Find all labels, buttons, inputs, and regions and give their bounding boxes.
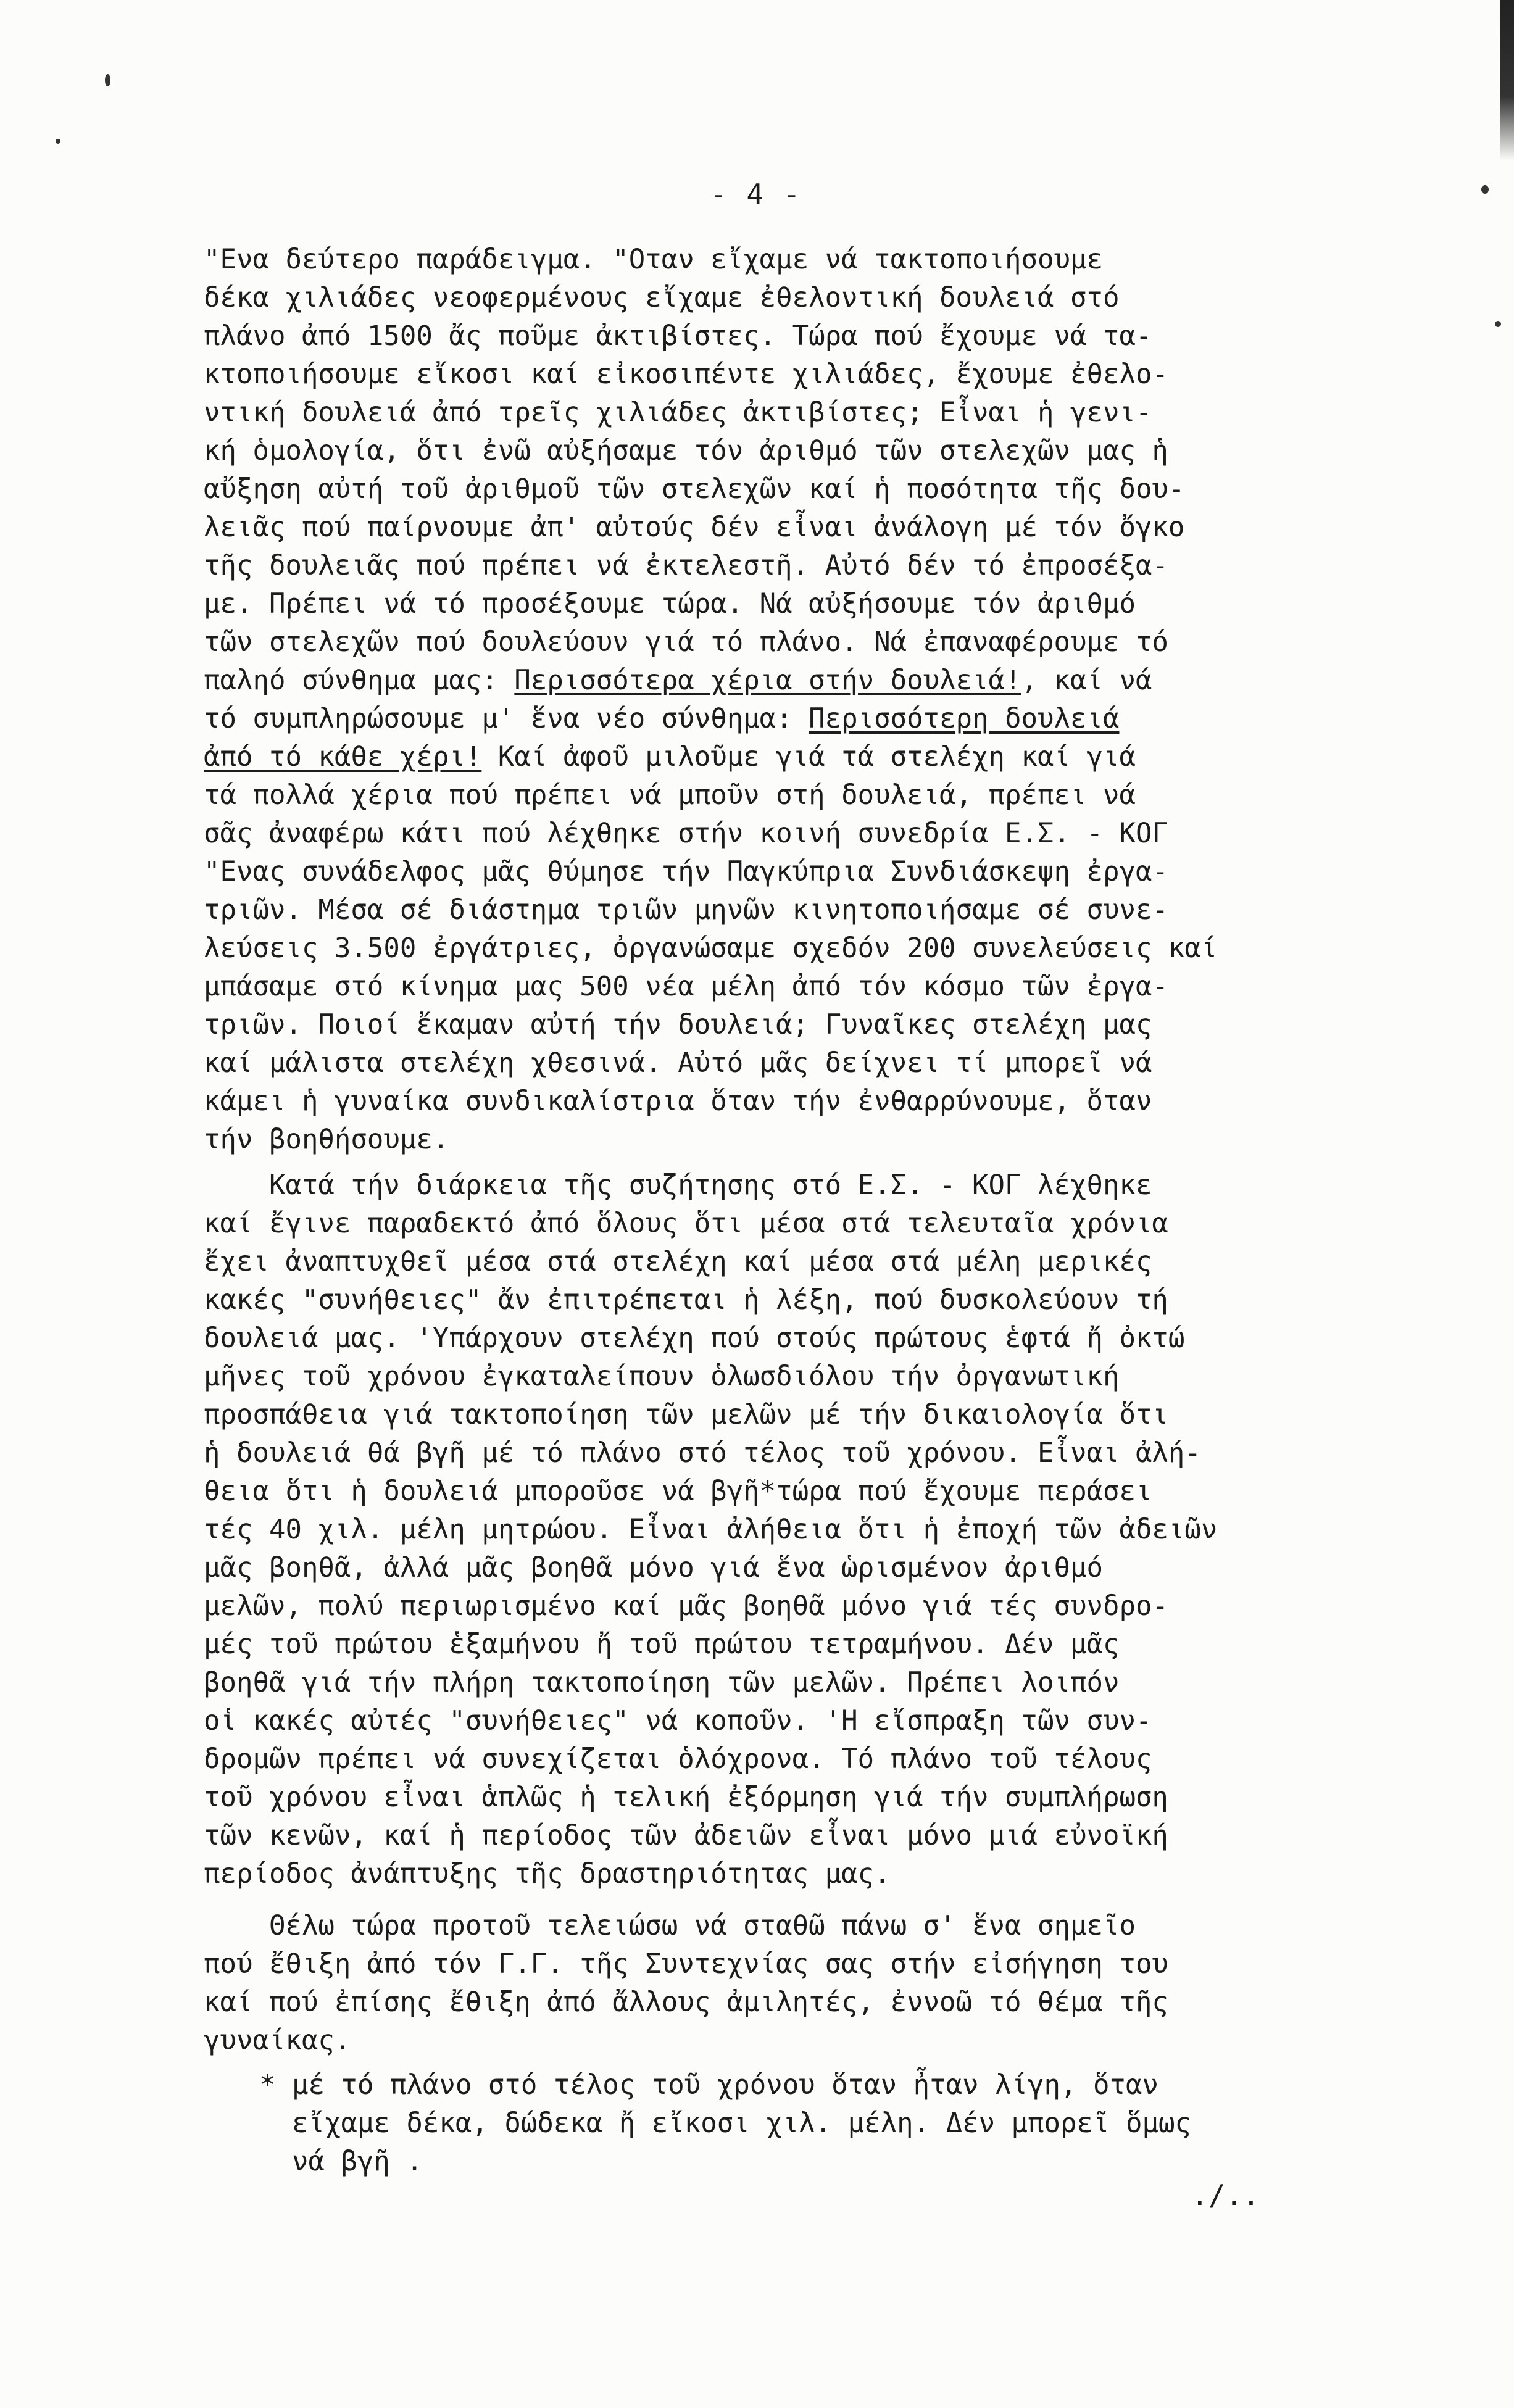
text-line: σᾶς ἀναφέρω κάτι πού λέχθηκε στήν κοινή συνεδρία Ε.Σ. - ΚΟΓ: [204, 818, 1168, 849]
text-line: λεύσεις 3.500 ἐργάτριες, ὀργανώσαμε σχεδόν 200 συνελεύσεις καί: [204, 932, 1218, 964]
text-line: θεια ὅτι ἡ δουλειά μποροῦσε νά βγῆ*τώρα πού ἔχουμε περάσει: [204, 1476, 1152, 1507]
underlined-slogan: Περισσότερη δουλειά: [809, 703, 1120, 734]
text-line: τές 40 χιλ. μέλη μητρώου. Εἶναι ἀλήθεια ὅτι ἡ ἐποχή τῶν ἀδειῶν: [204, 1514, 1218, 1545]
text-line: μᾶς βοηθᾶ, ἀλλά μᾶς βοηθᾶ μόνο γιά ἕνα ὡρισμένον ἀριθμό: [204, 1552, 1103, 1584]
text-line: Θέλω τώρα προτοῦ τελειώσω νά σταθῶ πάνω σ' ἕνα σημεῖο: [204, 1910, 1136, 1941]
scan-speck: [56, 139, 60, 144]
text-line: πού ἔθιξη ἀπό τόν Γ.Γ. τῆς Συντεχνίας σας στήν εἰσήγηση του: [204, 1948, 1168, 1980]
text-line: τριῶν. Ποιοί ἔκαμαν αὐτή τήν δουλειά; Γυναῖκες στελέχη μας: [204, 1009, 1152, 1040]
continuation-mark: ./..: [1191, 2178, 1260, 2212]
text-line: "Ενα δεύτερο παράδειγμα. "Οταν εἴχαμε νά τακτοποιήσουμε: [204, 244, 1103, 275]
text-line: αὔξηση αὐτή τοῦ ἀριθμοῦ τῶν στελεχῶν καί ἡ ποσότητα τῆς δου-: [204, 473, 1185, 505]
text-line: ἔχει ἀναπτυχθεῖ μέσα στά στελέχη καί μέσα στά μέλη μερικές: [204, 1246, 1152, 1277]
text-line: Κατά τήν διάρκεια τῆς συζήτησης στό Ε.Σ. - ΚΟΓ λέχθηκε: [204, 1169, 1152, 1201]
text-line: ντική δουλειά ἀπό τρεῖς χιλιάδες ἀκτιβίστες; Εἶναι ἡ γενι-: [204, 397, 1152, 428]
text-line: τήν βοηθήσουμε.: [204, 1124, 449, 1155]
text-line: τά πολλά χέρια πού πρέπει νά μποῦν στή δουλειά, πρέπει νά: [204, 779, 1136, 811]
paragraph-habits: [204, 1166, 1358, 1893]
underlined-slogan: ἀπό τό κάθε χέρι!: [204, 741, 482, 773]
text-line: πλάνο ἀπό 1500 ἄς ποῦμε ἀκτιβίστες. Τώρα πού ἔχουμε νά τα-: [204, 320, 1152, 352]
text-line: λειᾶς πού παίρνουμε ἀπ' αὐτούς δέν εἶναι ἀνάλογη μέ τόν ὄγκο: [204, 512, 1185, 543]
text-line: οἱ κακές αὐτές "συνήθειες" νά κοποῦν. 'Η εἴσπραξη τῶν συν-: [204, 1705, 1152, 1737]
text-line: παληό σύνθημα μας:: [204, 665, 515, 696]
text-line: βοηθᾶ γιά τήν πλήρη τακτοποίηση τῶν μελῶν. Πρέπει λοιπόν: [204, 1667, 1120, 1698]
text-line: κτοποιήσουμε εἴκοσι καί εἰκοσιπέντε χιλιάδες, ἔχουμε ἐθελο-: [204, 359, 1168, 390]
text-line: τριῶν. Μέσα σέ διάστημα τριῶν μηνῶν κινητοποιήσαμε σέ συνε-: [204, 894, 1168, 926]
scan-speck: [1495, 321, 1501, 327]
text-line: τό συμπληρώσουμε μ' ἕνα νέο σύνθημα:: [204, 703, 809, 734]
paragraph-example: [204, 241, 1358, 1159]
text-line: μπάσαμε στό κίνημα μας 500 νέα μέλη ἀπό τόν κόσμο τῶν ἐργα-: [204, 971, 1168, 1002]
text-line: μές τοῦ πρώτου ἑξαμήνου ἤ τοῦ πρώτου τετραμήνου. Δέν μᾶς: [204, 1629, 1120, 1660]
text-line: τῆς δουλειᾶς πού πρέπει νά ἐκτελεστῆ. Αὐτό δέν τό ἐπροσέξα-: [204, 550, 1168, 581]
paragraph-women: [204, 1907, 1358, 2060]
binding-edge-mark: [1500, 0, 1514, 160]
text-line: "Ενας συνάδελφος μᾶς θύμησε τήν Παγκύπρια Συνδιάσκεψη ἐργα-: [204, 856, 1168, 887]
text-line: τοῦ χρόνου εἶναι ἁπλῶς ἡ τελική ἐξόρμηση γιά τήν συμπλήρωση: [204, 1782, 1168, 1813]
text-line: * μέ τό πλάνο στό τέλος τοῦ χρόνου ὅταν ἦταν λίγη, ὅταν: [259, 2069, 1158, 2101]
text-line: κή ὁμολογία, ὅτι ἐνῶ αὐξήσαμε τόν ἀριθμό τῶν στελεχῶν μας ἡ: [204, 435, 1168, 467]
text-line: προσπάθεια γιά τακτοποίηση τῶν μελῶν μέ τήν δικαιολογία ὅτι: [204, 1399, 1168, 1430]
text-line: τῶν στελεχῶν πού δουλεύουν γιά τό πλάνο. Νά ἐπαναφέρουμε τό: [204, 626, 1168, 658]
text-line: περίοδος ἀνάπτυξης τῆς δραστηριότητας μας.: [204, 1858, 891, 1890]
text-line: Καί ἀφοῦ μιλοῦμε γιά τά στελέχη καί γιά: [481, 741, 1136, 773]
text-line: καί μάλιστα στελέχη χθεσινά. Αὐτό μᾶς δείχνει τί μπορεῖ νά: [204, 1047, 1152, 1079]
text-line: δέκα χιλιάδες νεοφερμένους εἴχαμε ἐθελοντική δουλειά στό: [204, 282, 1120, 313]
text-line: δουλειά μας. 'Υπάρχουν στελέχη πού στούς πρώτους ἑφτά ἤ ὀκτώ: [204, 1322, 1185, 1354]
text-line: μῆνες τοῦ χρόνου ἐγκαταλείπουν ὁλωσδιόλου τήν ὀργανωτική: [204, 1361, 1120, 1392]
scan-speck: [105, 74, 110, 86]
text-line: νά βγῆ .: [259, 2146, 423, 2177]
text-line: κακές "συνήθειες" ἄν ἐπιτρέπεται ἡ λέξη, πού δυσκολεύουν τή: [204, 1284, 1168, 1316]
text-line: εἴχαμε δέκα, δώδεκα ἤ εἴκοσι χιλ. μέλη. Δέν μπορεῖ ὅμως: [259, 2107, 1191, 2139]
scan-speck: [1481, 185, 1489, 194]
text-line: γυναίκας.: [204, 2025, 351, 2056]
text-line: καί πού ἐπίσης ἔθιξη ἀπό ἄλλους ἀμιλητές, ἐννοῶ τό θέμα τῆς: [204, 1987, 1168, 2018]
text-line: τῶν κενῶν, καί ἡ περίοδος τῶν ἀδειῶν εἶναι μόνο μιά εὐνοϊκή: [204, 1820, 1168, 1851]
text-line: κάμει ἡ γυναίκα συνδικαλίστρια ὅταν τήν ἐνθαρρύνουμε, ὅταν: [204, 1086, 1152, 1117]
text-line: με. Πρέπει νά τό προσέξουμε τώρα. Νά αὐξήσουμε τόν ἀριθμό: [204, 588, 1136, 620]
footnote: [259, 2066, 1191, 2181]
text-line: καί ἔγινε παραδεκτό ἀπό ὅλους ὅτι μέσα στά τελευταῖα χρόνια: [204, 1208, 1168, 1239]
page-number: - 4 -: [710, 178, 802, 211]
text-line: ἡ δουλειά θά βγῆ μέ τό πλάνο στό τέλος τοῦ χρόνου. Εἶναι ἀλή-: [204, 1437, 1201, 1469]
text-line: μελῶν, πολύ περιωρισμένο καί μᾶς βοηθᾶ μόνο γιά τές συνδρο-: [204, 1590, 1168, 1622]
underlined-slogan: Περισσότερα χέρια στήν δουλειά!: [514, 665, 1021, 696]
text-line: , καί νά: [1021, 665, 1152, 696]
text-line: δρομῶν πρέπει νά συνεχίζεται ὁλόχρονα. Τό πλάνο τοῦ τέλους: [204, 1743, 1152, 1775]
